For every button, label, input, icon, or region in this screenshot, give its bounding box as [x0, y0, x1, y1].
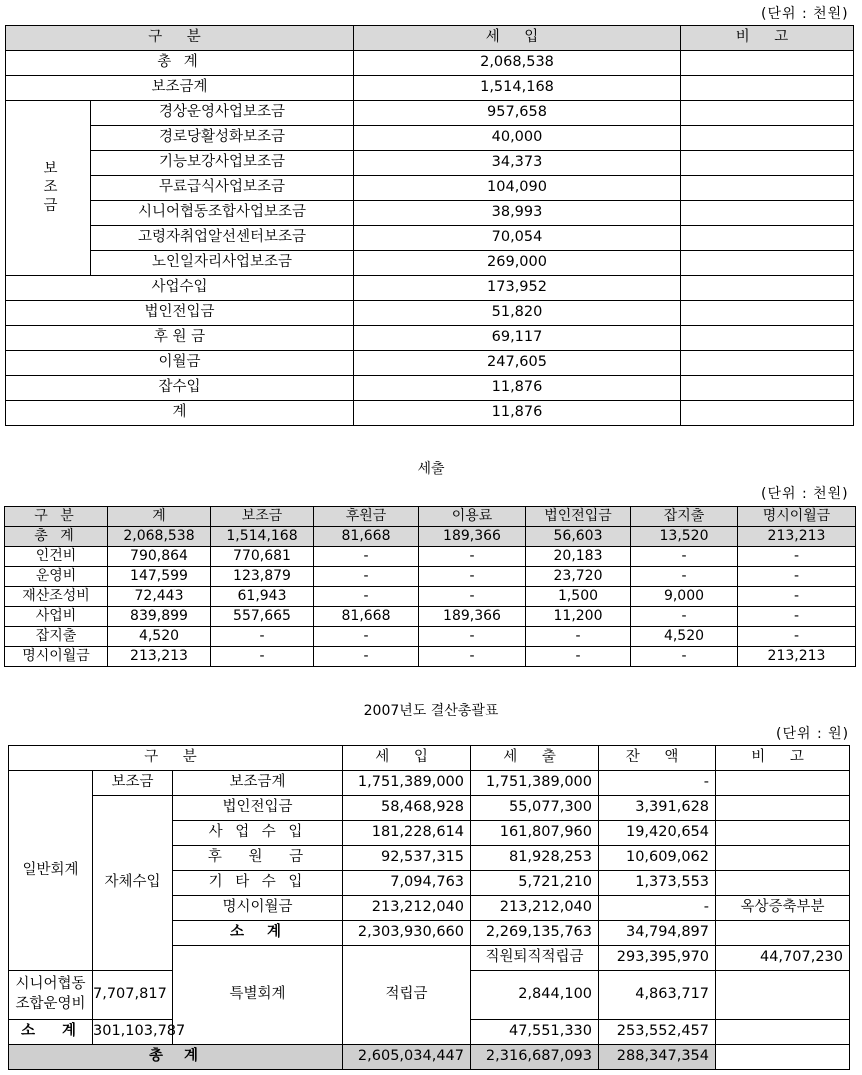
row-amount: 104,090	[354, 176, 681, 201]
row-label: 보조금계	[173, 771, 343, 796]
cell: 123,879	[211, 567, 314, 587]
cell: -	[631, 607, 738, 627]
row-label: 기능보강사업보조금	[91, 151, 354, 176]
table-row	[5, 527, 856, 547]
row-label: 잡지출	[5, 627, 108, 647]
row-label: 노인일자리사업보조금	[91, 251, 354, 276]
cell: 1,500	[526, 587, 631, 607]
row-label: 명시이월금	[173, 896, 343, 921]
cell: 213,213	[108, 647, 211, 667]
note-cell	[681, 351, 854, 376]
table-row	[5, 547, 856, 567]
row-label: 계	[6, 401, 354, 426]
balance-cell: 3,391,628	[599, 796, 716, 821]
table-row	[6, 51, 854, 76]
cell: 1,514,168	[211, 527, 314, 547]
row-label: 후 원 금	[173, 846, 343, 871]
cell: -	[738, 607, 856, 627]
cell: 770,681	[211, 547, 314, 567]
row-amount: 11,876	[354, 401, 681, 426]
expense-cell: 161,807,960	[471, 821, 599, 846]
cell: -	[526, 627, 631, 647]
cell: -	[631, 567, 738, 587]
cell: -	[631, 647, 738, 667]
header-income: 세 입	[343, 746, 471, 771]
header-note: 비 고	[716, 746, 850, 771]
table-row	[6, 176, 854, 201]
cell: -	[314, 627, 419, 647]
row-amount: 34,373	[354, 151, 681, 176]
note-cell	[681, 226, 854, 251]
expense-cell: 44,707,230	[716, 946, 850, 971]
table-header-row	[9, 746, 850, 771]
cell: -	[419, 627, 526, 647]
header-cell: 명시이월금	[738, 507, 856, 527]
row-label: 법인전입금	[6, 301, 354, 326]
header-cell: 구 분	[5, 507, 108, 527]
subsidy-group-cell	[6, 101, 91, 276]
cell: -	[419, 647, 526, 667]
note-cell	[716, 921, 850, 946]
subsidy-total-label: 보조금계	[6, 76, 354, 101]
note-cell	[681, 276, 854, 301]
row-amount: 70,054	[354, 226, 681, 251]
row-label: 명시이월금	[5, 647, 108, 667]
cell: 2,068,538	[108, 527, 211, 547]
expenditure-table	[4, 506, 856, 667]
table-header-row	[6, 26, 854, 51]
table-row	[6, 276, 854, 301]
cell: -	[419, 567, 526, 587]
income-table	[5, 25, 854, 426]
cell: -	[631, 547, 738, 567]
balance-cell: 34,794,897	[599, 921, 716, 946]
table-row	[9, 796, 850, 821]
income-cell: 2,303,930,660	[343, 921, 471, 946]
balance-cell: 1,373,553	[599, 871, 716, 896]
cell: -	[738, 567, 856, 587]
note-cell	[716, 871, 850, 896]
special-account-label: 특별회계	[173, 946, 343, 1045]
cell: 147,599	[108, 567, 211, 587]
row-label: 재산조성비	[5, 587, 108, 607]
cell: -	[211, 647, 314, 667]
header-balance: 잔 액	[599, 746, 716, 771]
row-label: 잡수입	[6, 376, 354, 401]
table-row	[6, 101, 854, 126]
balance-cell: 4,863,717	[599, 971, 716, 1020]
cell: 20,183	[526, 547, 631, 567]
row-label: 사업비	[5, 607, 108, 627]
subsidy-group-label: 보조금	[93, 771, 173, 796]
grand-total-label: 총 계	[9, 1045, 343, 1070]
table-row	[5, 607, 856, 627]
header-cell: 보조금	[211, 507, 314, 527]
note-cell	[681, 126, 854, 151]
row-amount: 40,000	[354, 126, 681, 151]
note-cell	[681, 401, 854, 426]
row-amount: 51,820	[354, 301, 681, 326]
cell: 81,668	[314, 607, 419, 627]
subsidy-total-amount: 1,514,168	[354, 76, 681, 101]
cell: -	[738, 547, 856, 567]
table-row	[6, 301, 854, 326]
balance-cell: 253,552,457	[599, 1020, 716, 1045]
row-label: 사업수입	[6, 276, 354, 301]
header-category: 구 분	[9, 746, 343, 771]
subtotal-label: 소 계	[173, 921, 343, 946]
header-amount: 세 입	[354, 26, 681, 51]
cell: -	[738, 627, 856, 647]
row-label: 총 계	[5, 527, 108, 547]
table-header-row	[5, 507, 856, 527]
header-note: 비 고	[681, 26, 854, 51]
cell: -	[314, 647, 419, 667]
income-unit-label: (단위 : 천원)	[761, 6, 849, 22]
cell: 213,213	[738, 647, 856, 667]
balance-cell: 19,420,654	[599, 821, 716, 846]
note-cell	[681, 51, 854, 76]
expense-cell: 2,316,687,093	[471, 1045, 599, 1070]
note-cell	[716, 1020, 850, 1045]
income-cell: 213,212,040	[343, 896, 471, 921]
cell: -	[314, 587, 419, 607]
subtotal-label: 소 계	[9, 1020, 93, 1045]
balance-cell: -	[599, 771, 716, 796]
row-label: 인건비	[5, 547, 108, 567]
table-row	[6, 351, 854, 376]
note-cell	[716, 821, 850, 846]
cell: -	[419, 587, 526, 607]
row-label: 시니어협동조합사업보조금	[91, 201, 354, 226]
row-label: 이월금	[6, 351, 354, 376]
row-amount: 247,605	[354, 351, 681, 376]
income-cell: 7,094,763	[343, 871, 471, 896]
cell: 81,668	[314, 527, 419, 547]
cell: 61,943	[211, 587, 314, 607]
expenditure-unit-label: (단위 : 천원)	[761, 486, 849, 502]
expenditure-title: 세출	[417, 461, 445, 477]
cell: -	[314, 547, 419, 567]
cell: 13,520	[631, 527, 738, 547]
note-cell	[716, 846, 850, 871]
row-label: 경상운영사업보조금	[91, 101, 354, 126]
row-label: 사 업 수 입	[173, 821, 343, 846]
expense-cell: 1,751,389,000	[471, 771, 599, 796]
cell: 189,366	[419, 527, 526, 547]
cell: 4,520	[108, 627, 211, 647]
income-cell: 293,395,970	[599, 946, 716, 971]
table-row	[6, 201, 854, 226]
header-category: 구 분	[6, 26, 354, 51]
table-row	[5, 587, 856, 607]
expense-cell: 5,721,210	[471, 871, 599, 896]
note-cell	[681, 201, 854, 226]
table-row	[5, 627, 856, 647]
note-cell	[681, 76, 854, 101]
table-row	[6, 251, 854, 276]
table-row	[6, 326, 854, 351]
income-cell: 2,605,034,447	[343, 1045, 471, 1070]
settlement-unit-label: (단위 : 원)	[776, 726, 850, 742]
expense-cell: 47,551,330	[471, 1020, 599, 1045]
note-cell	[681, 301, 854, 326]
note-cell: 옥상증축부분	[716, 896, 850, 921]
expense-cell: 213,212,040	[471, 896, 599, 921]
row-label: 고령자취업알선센터보조금	[91, 226, 354, 251]
self-income-group-label: 자체수입	[93, 796, 173, 971]
row-label: 운영비	[5, 567, 108, 587]
table-row	[6, 151, 854, 176]
subsidy-group-label: 보조금	[40, 160, 57, 216]
note-cell	[681, 376, 854, 401]
income-cell: 7,707,817	[93, 971, 173, 1020]
cell: 72,443	[108, 587, 211, 607]
row-label: 직원퇴직적립금	[471, 946, 599, 971]
cell: 189,366	[419, 607, 526, 627]
header-cell: 계	[108, 507, 211, 527]
settlement-title: 2007년도 결산총괄표	[363, 703, 499, 719]
cell: 213,213	[738, 527, 856, 547]
note-cell	[716, 771, 850, 796]
expense-cell: 2,844,100	[471, 971, 599, 1020]
general-account-label: 일반회계	[9, 771, 93, 971]
total-amount: 2,068,538	[354, 51, 681, 76]
note-cell	[681, 251, 854, 276]
note-cell	[681, 101, 854, 126]
cell: -	[314, 567, 419, 587]
row-label: 후 원 금	[6, 326, 354, 351]
income-cell: 58,468,928	[343, 796, 471, 821]
note-cell	[681, 326, 854, 351]
header-cell: 잡지출	[631, 507, 738, 527]
settlement-table	[8, 745, 850, 1070]
cell: -	[211, 627, 314, 647]
row-amount: 957,658	[354, 101, 681, 126]
balance-cell: 10,609,062	[599, 846, 716, 871]
expense-cell: 2,269,135,763	[471, 921, 599, 946]
cell: 4,520	[631, 627, 738, 647]
table-row	[6, 226, 854, 251]
row-label: 경로당활성화보조금	[91, 126, 354, 151]
table-row	[6, 401, 854, 426]
income-cell: 301,103,787	[93, 1020, 173, 1045]
table-row	[9, 771, 850, 796]
balance-cell: 288,347,354	[599, 1045, 716, 1070]
row-amount: 69,117	[354, 326, 681, 351]
header-cell: 법인전입금	[526, 507, 631, 527]
row-amount: 11,876	[354, 376, 681, 401]
cell: -	[419, 547, 526, 567]
grand-total-row	[9, 1045, 850, 1070]
cell: 839,899	[108, 607, 211, 627]
row-amount: 269,000	[354, 251, 681, 276]
total-label: 총 계	[6, 51, 354, 76]
expense-cell: 55,077,300	[471, 796, 599, 821]
note-cell	[716, 1045, 850, 1070]
income-cell: 1,751,389,000	[343, 771, 471, 796]
note-cell	[681, 176, 854, 201]
note-cell	[716, 971, 850, 1020]
cell: 11,200	[526, 607, 631, 627]
balance-cell: -	[599, 896, 716, 921]
row-amount: 173,952	[354, 276, 681, 301]
row-label: 법인전입금	[173, 796, 343, 821]
cell: -	[526, 647, 631, 667]
table-row	[5, 647, 856, 667]
row-label: 시니어협동조합운영비	[9, 971, 93, 1020]
reserve-group-label: 적립금	[343, 946, 471, 1045]
row-amount: 38,993	[354, 201, 681, 226]
header-cell: 후원금	[314, 507, 419, 527]
income-cell: 181,228,614	[343, 821, 471, 846]
cell: 56,603	[526, 527, 631, 547]
note-cell	[681, 151, 854, 176]
table-row	[6, 76, 854, 101]
table-row	[5, 567, 856, 587]
note-cell	[716, 796, 850, 821]
expense-cell: 81,928,253	[471, 846, 599, 871]
cell: 790,864	[108, 547, 211, 567]
cell: 23,720	[526, 567, 631, 587]
income-cell: 92,537,315	[343, 846, 471, 871]
row-label: 무료급식사업보조금	[91, 176, 354, 201]
table-row	[6, 126, 854, 151]
header-expense: 세 출	[471, 746, 599, 771]
cell: -	[738, 587, 856, 607]
cell: 557,665	[211, 607, 314, 627]
cell: 9,000	[631, 587, 738, 607]
header-cell: 이용료	[419, 507, 526, 527]
table-row	[6, 376, 854, 401]
row-label: 기 타 수 입	[173, 871, 343, 896]
